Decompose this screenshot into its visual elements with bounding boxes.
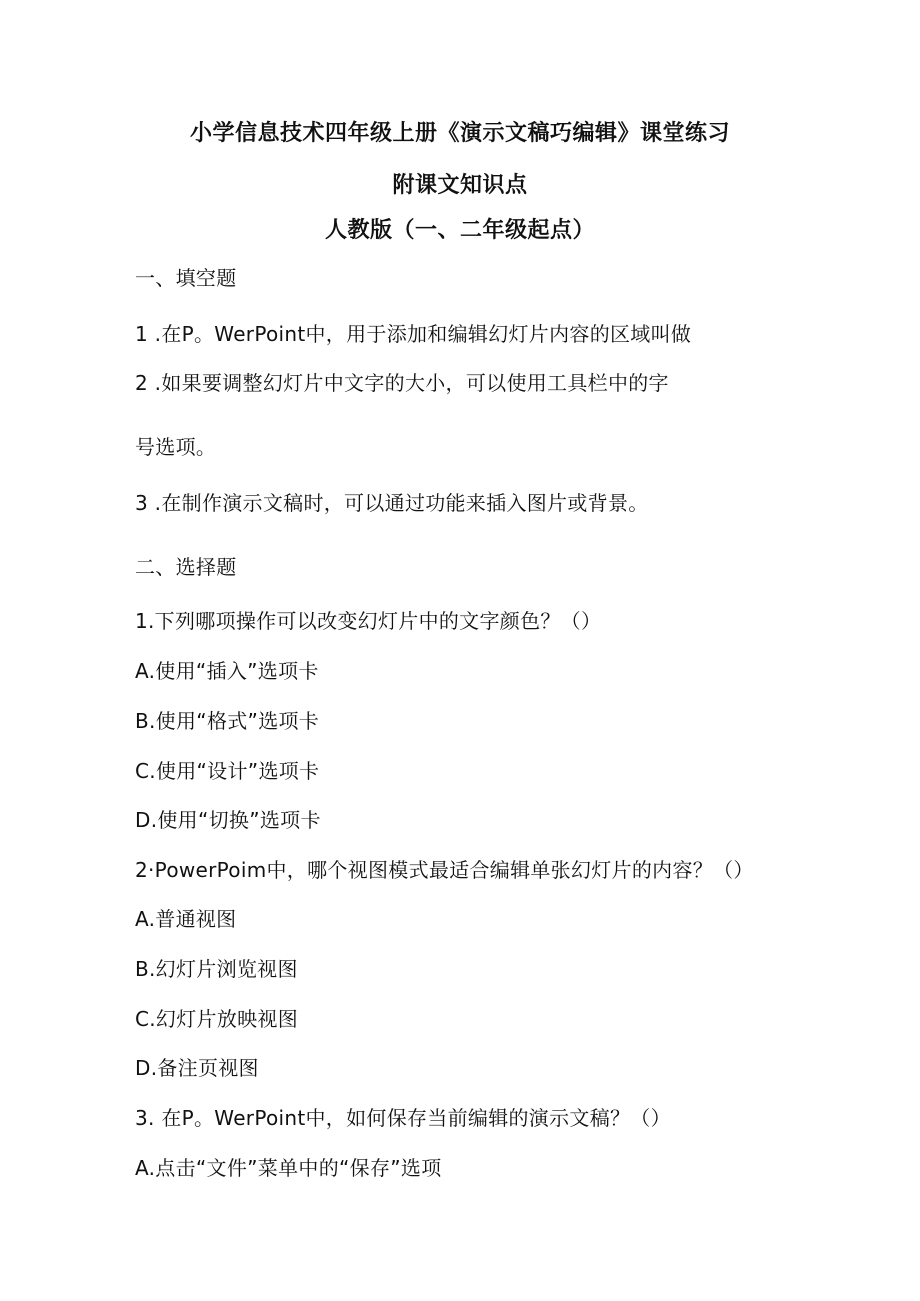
choice-option: A.普通视图 (135, 907, 237, 931)
fill-blank-question-2-continued: 号选项。 (135, 435, 217, 459)
fill-blank-question-3: 3 .在制作演示文稿时，可以通过功能来插入图片或背景。 (135, 491, 649, 515)
choice-option: A.点击“文件”菜单中的“保存”选项 (135, 1156, 442, 1180)
document-edition: 人教版（一、二年级起点） (324, 218, 595, 243)
document-title: 小学信息技术四年级上册《演示文稿巧编辑》课堂练习 (189, 121, 730, 146)
choice-option: D.备注页视图 (135, 1056, 259, 1080)
choice-option: C.幻灯片放映视图 (135, 1007, 299, 1031)
choice-question-2: 2·PowerPoim中，哪个视图模式最适合编辑单张幻灯片的内容？（） (135, 858, 754, 882)
choice-option: A.使用“插入”选项卡 (135, 659, 319, 683)
section-heading-fill-blank: 一、填空题 (135, 266, 237, 290)
choice-option: B.使用“格式”选项卡 (135, 709, 320, 733)
fill-blank-question-2: 2 .如果要调整幻灯片中文字的大小，可以使用工具栏中的字 (135, 371, 669, 395)
choice-question-1: 1.下列哪项操作可以改变幻灯片中的文字颜色？（） (135, 609, 602, 633)
choice-option: D.使用“切换”选项卡 (135, 808, 321, 832)
fill-blank-question-1: 1 .在P。WerPoint中，用于添加和编辑幻灯片内容的区域叫做 (135, 322, 692, 346)
document-subtitle: 附课文知识点 (392, 173, 528, 198)
choice-question-3: 3. 在P。WerPoint中，如何保存当前编辑的演示文稿？（） (135, 1106, 671, 1130)
section-heading-multiple-choice: 二、选择题 (135, 555, 237, 579)
choice-option: C.使用“设计”选项卡 (135, 759, 320, 783)
choice-option: B.幻灯片浏览视图 (135, 957, 298, 981)
